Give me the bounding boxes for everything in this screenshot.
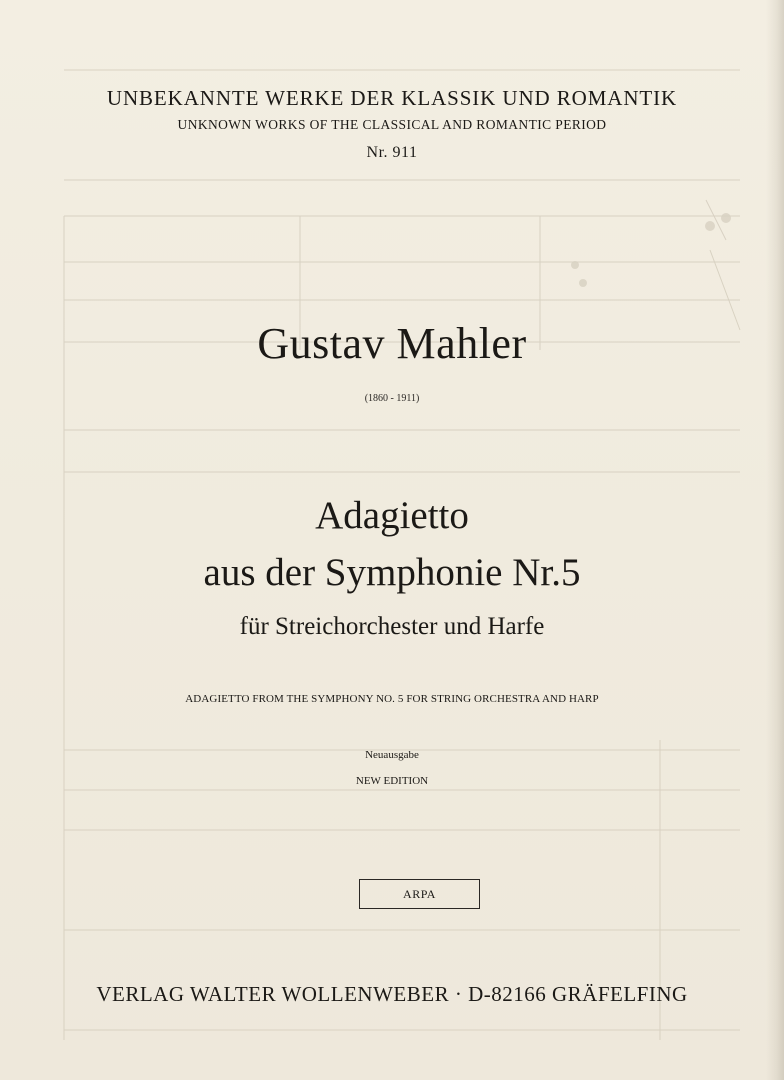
series-number: Nr. 911 bbox=[366, 144, 418, 161]
work-title: Adagietto bbox=[315, 494, 469, 537]
series-title-english: UNKNOWN WORKS OF THE CLASSICAL AND ROMANTIC PERIOD bbox=[177, 117, 607, 132]
work-subtitle: aus der Symphonie Nr.5 bbox=[203, 551, 581, 594]
page-edge-shadow bbox=[766, 0, 784, 1080]
composer-name: Gustav Mahler bbox=[257, 319, 527, 368]
part-label-box bbox=[359, 879, 480, 909]
work-instrumentation: für Streichorchester und Harfe bbox=[239, 613, 545, 640]
series-title-german: UNBEKANNTE WERKE DER KLASSIK UND ROMANTIK bbox=[106, 86, 678, 110]
work-title-english: ADAGIETTO FROM THE SYMPHONY NO. 5 FOR STRING ORCHESTRA AND HARP bbox=[185, 693, 599, 705]
edition-german: Neuausgabe bbox=[365, 749, 419, 761]
publisher-imprint: VERLAG WALTER WOLLENWEBER · D-82166 GRÄFELFING bbox=[96, 982, 688, 1006]
composer-dates: (1860 - 1911) bbox=[364, 393, 420, 404]
part-label: ARPA bbox=[403, 886, 436, 901]
edition-english: NEW EDITION bbox=[355, 775, 429, 787]
